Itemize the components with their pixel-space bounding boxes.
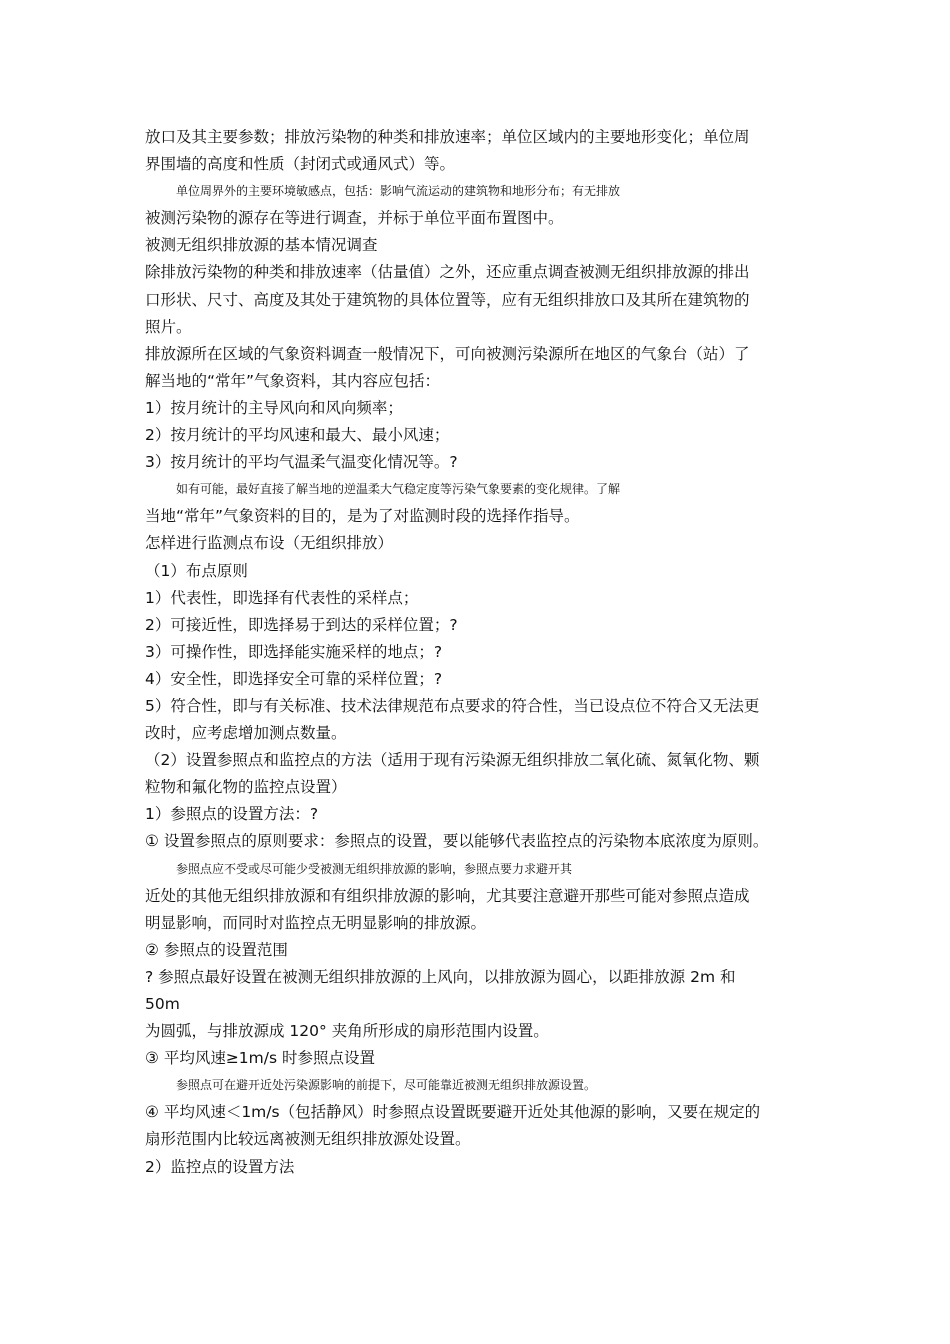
text-line: （2）设置参照点和监控点的方法（适用于现有污染源无组织排放二氧化硫、氮氧化物、颗 xyxy=(145,751,760,770)
text-line: 50m xyxy=(145,995,180,1013)
text-line: 3）按月统计的平均气温柔气温变化情况等。? xyxy=(145,453,458,472)
text-line: 改时，应考虑增加测点数量。 xyxy=(145,724,347,743)
text-line: 解当地的“常年”气象资料，其内容应包括： xyxy=(145,371,441,390)
text-line: ③ 平均风速≥1m/s 时参照点设置 xyxy=(145,1049,375,1068)
text-line: 1）代表性，即选择有代表性的采样点； xyxy=(145,588,419,607)
text-line: 口形状、尺寸、高度及其处于建筑物的具体位置等，应有无组织排放口及其所在建筑物的 xyxy=(145,290,750,309)
text-line: 照片。 xyxy=(145,317,192,336)
text-line: ① 设置参照点的原则要求：参照点的设置，要以能够代表监控点的污染物本底浓度为原则。 xyxy=(145,832,769,851)
document-body xyxy=(145,124,810,1181)
text-line: ② 参照点的设置范围 xyxy=(145,940,288,959)
text-line: 怎样进行监测点布设（无组织排放） xyxy=(145,534,394,553)
text-line: 1）按月统计的主导风向和风向频率； xyxy=(145,398,403,417)
text-line: 为圆弧，与排放源成 120° 夹角所形成的扇形范围内设置。 xyxy=(145,1022,549,1041)
text-line: 被测污染物的源存在等进行调查，并标于单位平面布置图中。 xyxy=(145,209,564,228)
text-line: 明显影响，而同时对监控点无明显影响的排放源。 xyxy=(145,913,487,932)
text-line: 参照点应不受或尽可能少受被测无组织排放源的影响，参照点要力求避开其 xyxy=(176,861,573,876)
text-line: 3）可操作性，即选择能实施采样的地点；? xyxy=(145,642,443,661)
text-line: 放口及其主要参数；排放污染物的种类和排放速率；单位区域内的主要地形变化；单位周 xyxy=(145,128,750,146)
text-line: 1）参照点的设置方法：? xyxy=(145,805,319,824)
text-line: 被测无组织排放源的基本情况调查 xyxy=(145,236,378,255)
text-line: 2）监控点的设置方法 xyxy=(145,1157,295,1176)
text-line: 排放源所在区域的气象资料调查一般情况下，可向被测污染源所在地区的气象台（站）了 xyxy=(145,344,750,363)
text-line: 5）符合性，即与有关标准、技术法律规范布点要求的符合性，当已设点位不符合又无法更 xyxy=(145,696,760,715)
text-line: 2）按月统计的平均风速和最大、最小风速； xyxy=(145,426,450,445)
text-line: ④ 平均风速＜1m/s（包括静风）时参照点设置既要避开近处其他源的影响，又要在规定的 xyxy=(145,1103,761,1122)
text-line: 参照点可在避开近处污染源影响的前提下，尽可能靠近被测无组织排放源设置。 xyxy=(176,1078,597,1093)
text-line: （1）布点原则 xyxy=(145,561,248,580)
text-line: 近处的其他无组织排放源和有组织排放源的影响，尤其要注意避开那些可能对参照点造成 xyxy=(145,886,750,905)
text-line: 界围墙的高度和性质（封闭式或通风式）等。 xyxy=(145,155,456,174)
text-line: 除排放污染物的种类和排放速率（估量值）之外，还应重点调查被测无组织排放源的排出 xyxy=(145,263,750,282)
text-line: 如有可能，最好直接了解当地的逆温柔大气稳定度等污染气象要素的变化规律。了解 xyxy=(176,482,621,497)
text-line: 4）安全性，即选择安全可靠的采样位置；? xyxy=(145,669,443,688)
text-line: 扇形范围内比较远离被测无组织排放源处设置。 xyxy=(145,1130,471,1149)
text-line: 当地“常年”气象资料的目的，是为了对监测时段的选择作指导。 xyxy=(145,507,580,526)
text-line: 粒物和氟化物的监控点设置） xyxy=(145,778,347,797)
text-line: ? 参照点最好设置在被测无组织排放源的上风向，以排放源为圆心，以距排放源 2m 和 xyxy=(145,967,736,986)
text-line: 单位周界外的主要环境敏感点，包括：影响气流运动的建筑物和地形分布；有无排放 xyxy=(176,184,621,199)
text-line: 2）可接近性，即选择易于到达的采样位置；? xyxy=(145,615,458,634)
